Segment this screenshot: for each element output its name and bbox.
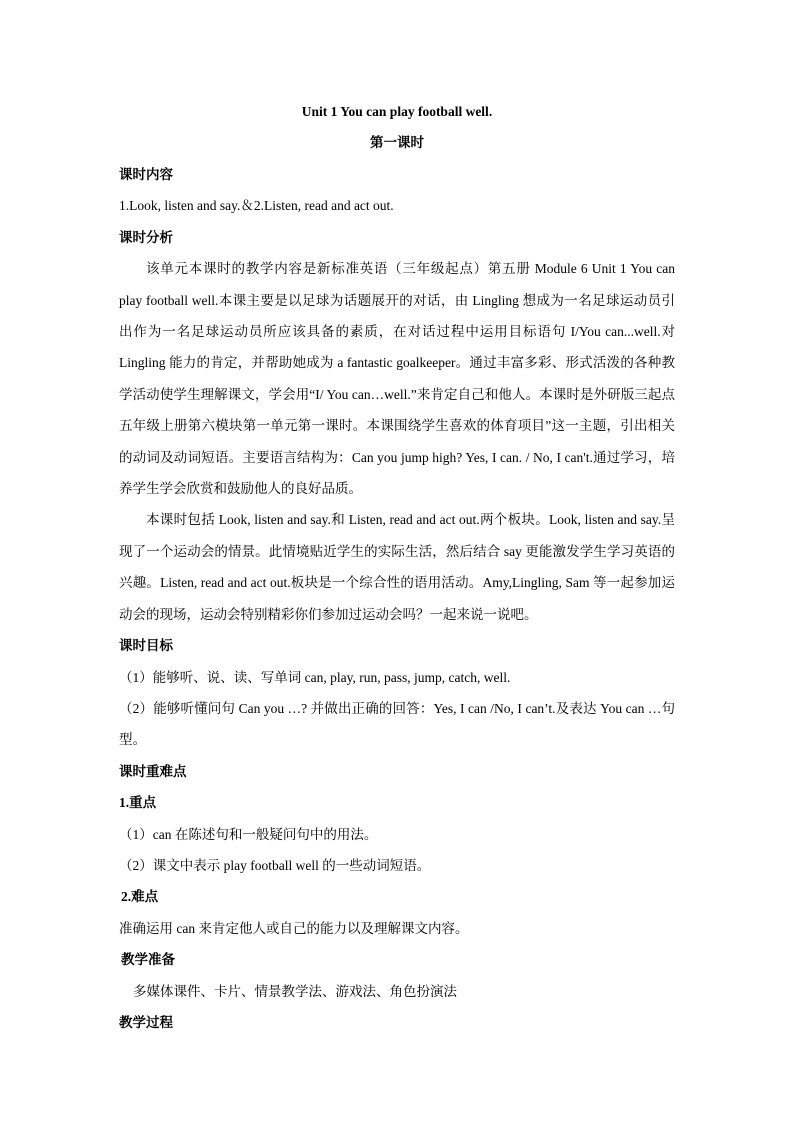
content-heading: 课时内容 — [119, 167, 173, 182]
goal-item-1: （1）能够听、说、读、写单词 can, play, run, pass, jump, catch, well. — [119, 669, 511, 685]
analysis-paragraph-2: 本课时包括 Look, listen and say.和 Listen, read and act out.两个板块。Look, listen and say.呈现了一个运动会的情景。此情境贴近学生的实际生活，然后结合 say 更能激发学生学习英语的兴趣。Listen, read and act out.板块是一个综合性的语用活动。Amy,Lingling, Sam 等一起参加运动会的现场，运动会特别精彩你们参加过运动会吗？一起来说一说吧。 — [119, 512, 675, 622]
difficulty-subheading: 2.难点 — [121, 889, 159, 905]
analysis-heading: 课时分析 — [119, 229, 173, 245]
document-title: Unit 1 You can play football well. — [301, 104, 493, 119]
key-points-subheading: 1.重点 — [119, 795, 157, 811]
goals-heading: 课时目标 — [119, 638, 173, 654]
difficulty-text: 准确运用 can 来肯定他人或自己的能力以及理解课文内容。 — [119, 920, 469, 936]
document-body — [119, 102, 675, 1038]
analysis-paragraph-1: 该单元本课时的教学内容是新标准英语（三年级起点）第五册 Module 6 Unit 1 You can play football well.本课主要是以足球为话题展开的对话，由 Lingling 想成为一名足球运动员引出作为一名足球运动员所应该具备的素质，在对话过程中运用目标语句 I/You can...well.对 Lingling 能力的肯定，并帮助她成为 a fantastic goalkeeper。通过丰富多彩、形式活泼的各种教学活动使学生理解课文，学会用“I/ You can…well.”来肯定自己和他人。本课时是外研版三起点五年级上册第六模块第一单元第一课时。本课围绕学生喜欢的体育项目”这一主题，引出相关的动词及动词短语。主要语言结构为：Can you jump high? Yes, I can. / No, I can't.通过学习，培养学生学会欣赏和鼓励他人的良好品质。 — [119, 261, 675, 497]
process-heading: 教学过程 — [119, 1014, 173, 1030]
preparation-heading: 教学准备 — [121, 952, 175, 968]
key-points-heading: 课时重难点 — [119, 763, 187, 779]
content-text: 1.Look, listen and say.＆2.Listen, read and act out. — [119, 198, 394, 214]
key-point-2: （2）课文中表示 play football well 的一些动词短语。 — [119, 857, 431, 873]
lesson-subtitle: 第一课时 — [370, 135, 424, 150]
key-point-1: （1）can 在陈述句和一般疑问句中的用法。 — [119, 826, 378, 842]
goal-item-2: （2）能够听懂问句 Can you …? 并做出正确的回答：Yes, I can /No, I can’t.及表达 You can …句型。 — [119, 700, 675, 748]
preparation-text: 多媒体课件、卡片、情景教学法、游戏法、角色扮演法 — [133, 983, 457, 999]
